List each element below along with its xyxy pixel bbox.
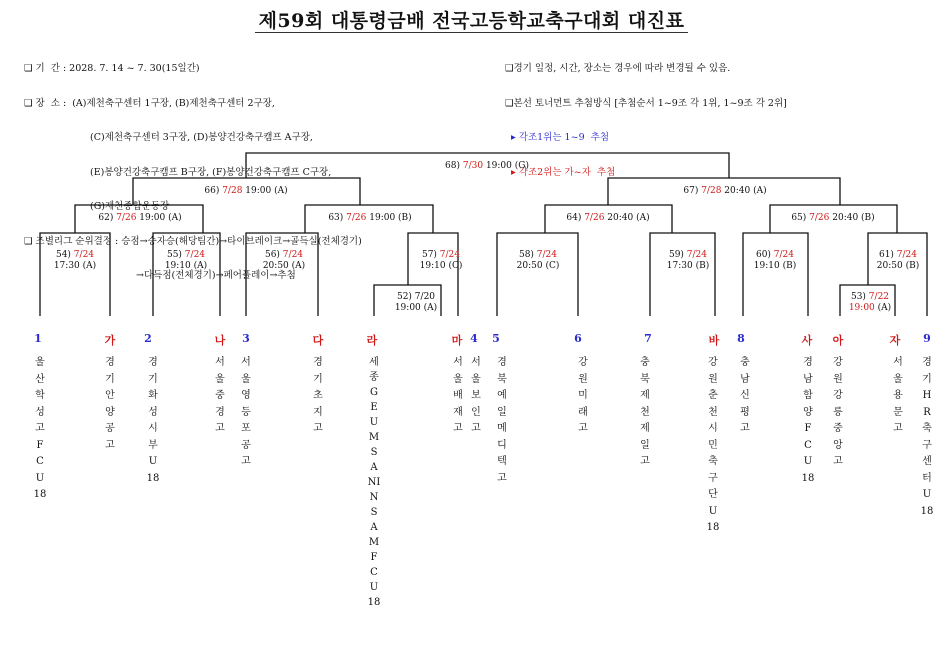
match-54-label: 54) 7/24 17:30 (A)	[53, 250, 97, 271]
match-52-label: 52) 7/20 19:00 (A)	[394, 292, 438, 313]
team-name: 서울배재고	[453, 357, 463, 434]
notice-line: ❑경기 일정, 시간, 장소는 경우에 따라 변경될 수 있음.	[505, 63, 731, 74]
team-name: 강원강릉중앙고	[833, 357, 843, 467]
draw-method-line: ❑본선 토너먼트 추첨방식 [추첨순서 1~9조 각 1위, 1~9조 각 2위]	[505, 97, 787, 109]
team-name: 경남함양FCU18	[801, 357, 815, 484]
venue-line-4: (G)제천종합운동장	[90, 201, 170, 212]
team-name: 울산학성고FCU18	[33, 357, 47, 500]
match-60-label: 60) 7/24 19:10 (B)	[753, 250, 797, 271]
team-name: 서울중경고	[215, 357, 225, 434]
seed-label: 가	[104, 334, 116, 347]
seed-label: 사	[801, 334, 813, 347]
seed-label: 라	[366, 334, 378, 347]
draw-rule-second: ▸ 각조2위는 가~자 추첨	[511, 166, 616, 178]
team-name: 경기HR축구센터U18	[920, 357, 934, 517]
seed-label: 8	[737, 332, 745, 345]
match-55-label: 55) 7/24 19:10 (A)	[164, 250, 208, 271]
draw-rule-first: ▸ 각조1위는 1~9 추첨	[511, 132, 610, 143]
match-68-label: 68) 7/30 19:00 (G)	[445, 161, 529, 171]
seed-label: 다	[312, 334, 324, 347]
seed-label: 4	[470, 332, 478, 345]
match-61-label: 61) 7/24 20:50 (B)	[876, 250, 920, 271]
match-63-label: 63) 7/26 19:00 (B)	[328, 213, 412, 223]
team-name: 서울영등포공고	[241, 357, 251, 467]
team-name: 서울용문고	[893, 357, 903, 434]
seed-label: 자	[889, 334, 901, 347]
team-name: 경북예일메디텍고	[497, 357, 507, 484]
match-57-label: 57) 7/24 19:10 (C)	[419, 250, 463, 271]
match-62-label: 62) 7/26 19:00 (A)	[98, 213, 182, 223]
page-title: 제59회 대통령금배 전국고등학교축구대회 대진표	[0, 6, 943, 33]
match-53-label: 53) 7/22 19:00 (A)	[848, 292, 892, 313]
match-64-label: 64) 7/26 20:40 (A)	[566, 213, 650, 223]
seed-label: 7	[644, 332, 652, 345]
seed-label: 2	[144, 332, 152, 345]
seed-label: 마	[451, 334, 463, 347]
seed-label: 나	[214, 334, 226, 347]
seed-label: 아	[832, 334, 844, 347]
seed-label: 9	[923, 332, 931, 345]
venue-line-1: ❑ 장 소 : (A)제천축구센터 1구장, (B)제천축구센터 2구장,	[24, 97, 275, 109]
match-65-label: 65) 7/26 20:40 (B)	[791, 213, 875, 223]
seed-label: 바	[708, 334, 720, 347]
team-name: 서울보인고	[471, 357, 481, 434]
seed-label: 5	[492, 332, 500, 345]
seed-label: 6	[574, 332, 582, 345]
seed-label: 3	[242, 332, 250, 345]
match-58-label: 58) 7/24 20:50 (C)	[516, 250, 560, 271]
team-name: 강원미래고	[578, 357, 588, 434]
rule-line-2: →다득점(전체경기)→페어플레이→추첨	[136, 270, 296, 281]
match-56-label: 56) 7/24 20:50 (A)	[262, 250, 306, 271]
team-name: 충북제천제일고	[640, 357, 650, 467]
team-name: 경기화성시부U18	[146, 357, 160, 484]
team-name: 경기초지고	[313, 357, 323, 434]
rule-line-1: ❑ 조별리그 순위결정 : 승점→승자승(해당팀간)→타이브레이크→골득실(전체경기)	[24, 235, 362, 247]
seed-label: 1	[34, 332, 42, 345]
team-name: 경기안양공고	[105, 357, 115, 451]
venue-line-3: (E)봉양건강축구캠프 B구장, (F)봉양건강축구캠프 C구장,	[90, 166, 332, 178]
match-59-label: 59) 7/24 17:30 (B)	[666, 250, 710, 271]
match-66-label: 66) 7/28 19:00 (A)	[204, 186, 288, 196]
venue-line-2: (C)제천축구센터 3구장, (D)봉양건강축구캠프 A구장,	[90, 132, 313, 143]
match-67-label: 67) 7/28 20:40 (A)	[683, 186, 767, 196]
team-name: 강원춘천시민축구단U18	[706, 357, 720, 533]
team-name: 충남신평고	[740, 357, 750, 434]
team-name: 세종GEUMSANINSAMFCU18	[367, 357, 381, 608]
period-line: ❑ 기 간 : 2028. 7. 14 ~ 7. 30(15일간)	[24, 63, 200, 74]
